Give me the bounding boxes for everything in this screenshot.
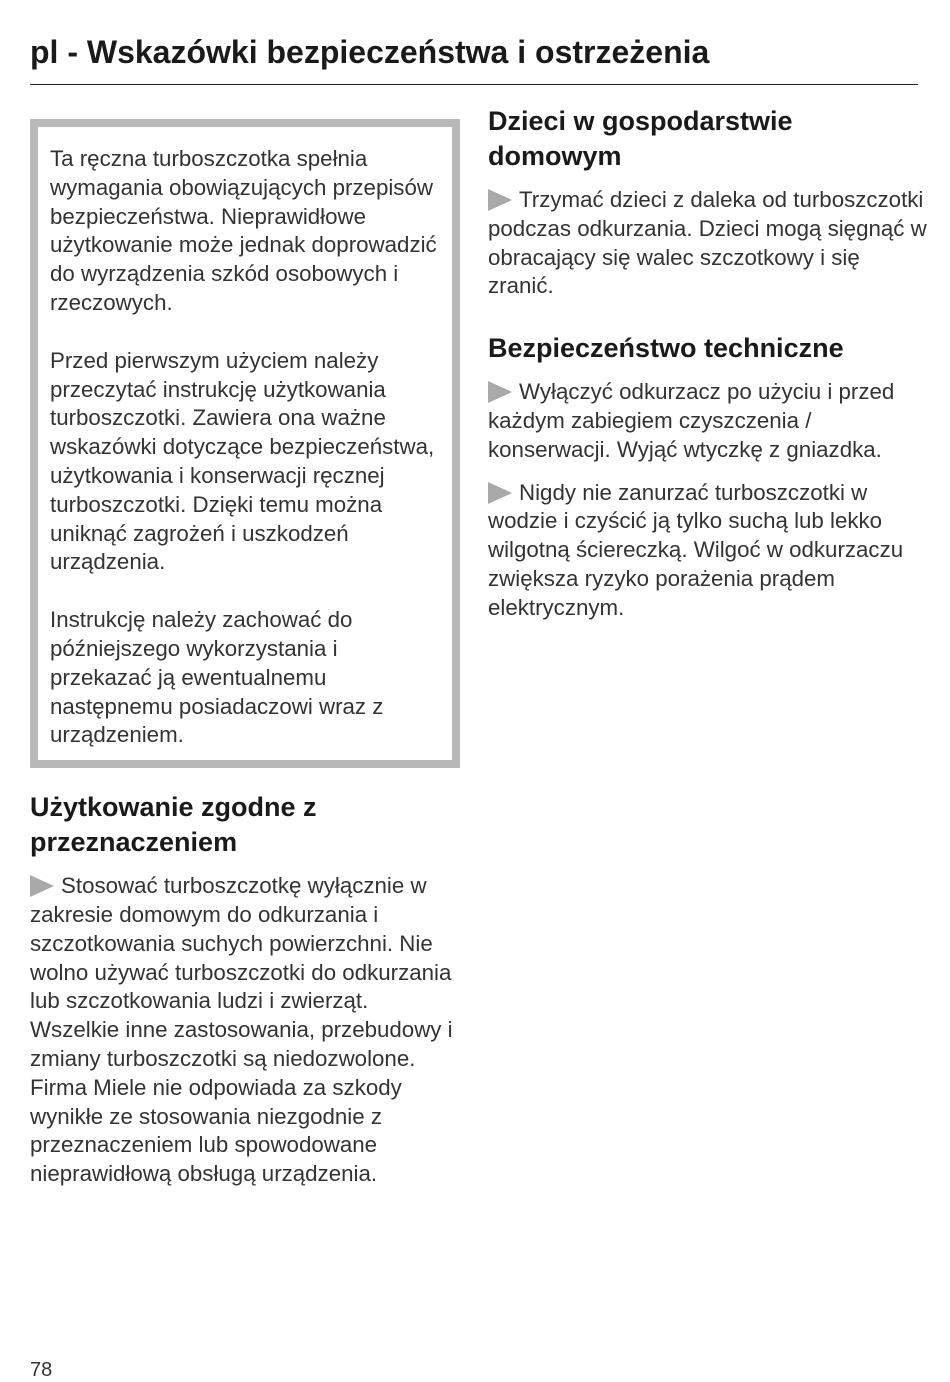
section-heading-technical-safety: Bezpieczeństwo techniczne xyxy=(488,333,844,364)
list-item xyxy=(488,378,928,464)
list-item xyxy=(488,186,928,301)
section-children xyxy=(488,104,928,301)
intended-use-text: Stosować turboszczotkę wyłącznie w zakresie domowym do odkurzania i szczotkowania suchych powierzchni. Nie wolno używać turboszczotki do odkurzania lub szczotkowania ludzi i zwierząt. xyxy=(30,873,452,1014)
notice-paragraph-3: Instrukcję należy zachować do późniejszego wykorzystania i przekazać ją ewentualnemu następnemu posiadaczowi wraz z urządzeniem. xyxy=(50,607,384,748)
section-technical-safety xyxy=(488,331,928,622)
triangle-arrow-icon xyxy=(30,875,54,897)
page-number: 78 xyxy=(30,1359,53,1381)
left-column xyxy=(30,119,460,1189)
intended-use-continuation: Wszelkie inne zastosowania, przebudowy i zmiany turboszczotki są niedozwolone. Firma Miele nie odpowiada za szkody wynikłe ze stosowania niezgodnie z przeznaczeniem lub spowodowane nieprawidłową obsługą urządzenia. xyxy=(30,1017,453,1187)
list-item xyxy=(488,479,928,623)
page-title: pl - Wskazówki bezpieczeństwa i ostrzeżenia xyxy=(30,34,710,70)
notice-paragraph-1: Ta ręczna turboszczotka spełnia wymagania obowiązujących przepisów bezpieczeństwa. Nieprawidłowe użytkowanie może jednak doprowadzić do wyrządzenia szkód osobowych i rzeczowych. xyxy=(50,146,437,315)
triangle-arrow-icon xyxy=(488,381,512,403)
technical-safety-text-2: Nigdy nie zanurzać turboszczotki w wodzie i czyścić ją tylko suchą lub lekko wilgotną ściereczką. Wilgoć w odkurzaczu zwiększa ryzyko porażenia prądem elektrycznym. xyxy=(488,479,904,620)
notice-paragraph-2: Przed pierwszym użyciem należy przeczytać instrukcję użytkowania turboszczotki. Zawiera ona ważne wskazówki dotyczące bezpieczeństwa, użytkowania i konserwacji ręcznej turboszczotki. Dzięki temu można uniknąć zagrożeń i uszkodzeń urządzenia. xyxy=(50,347,435,575)
section-heading-children: Dzieci w gospodarstwie domowym xyxy=(488,106,793,171)
section-intended-use xyxy=(30,790,460,1189)
triangle-arrow-icon xyxy=(488,189,512,211)
children-text: Trzymać dzieci z daleka od turboszczotki podczas odkurzania. Dzieci mogą sięgnąć w obracający się walec szczotkowy i się zranić. xyxy=(488,187,927,299)
section-heading-intended-use: Użytkowanie zgodne z przeznaczeniem xyxy=(30,792,317,858)
page-header xyxy=(30,30,918,85)
triangle-arrow-icon xyxy=(488,482,512,504)
list-item xyxy=(30,872,460,1189)
notice-box xyxy=(30,119,460,768)
right-column xyxy=(488,104,928,623)
technical-safety-text-1: Wyłączyć odkurzacz po użyciu i przed każdym zabiegiem czyszczenia / konserwacji. Wyjąć wtyczkę z gniazdka. xyxy=(488,379,895,462)
